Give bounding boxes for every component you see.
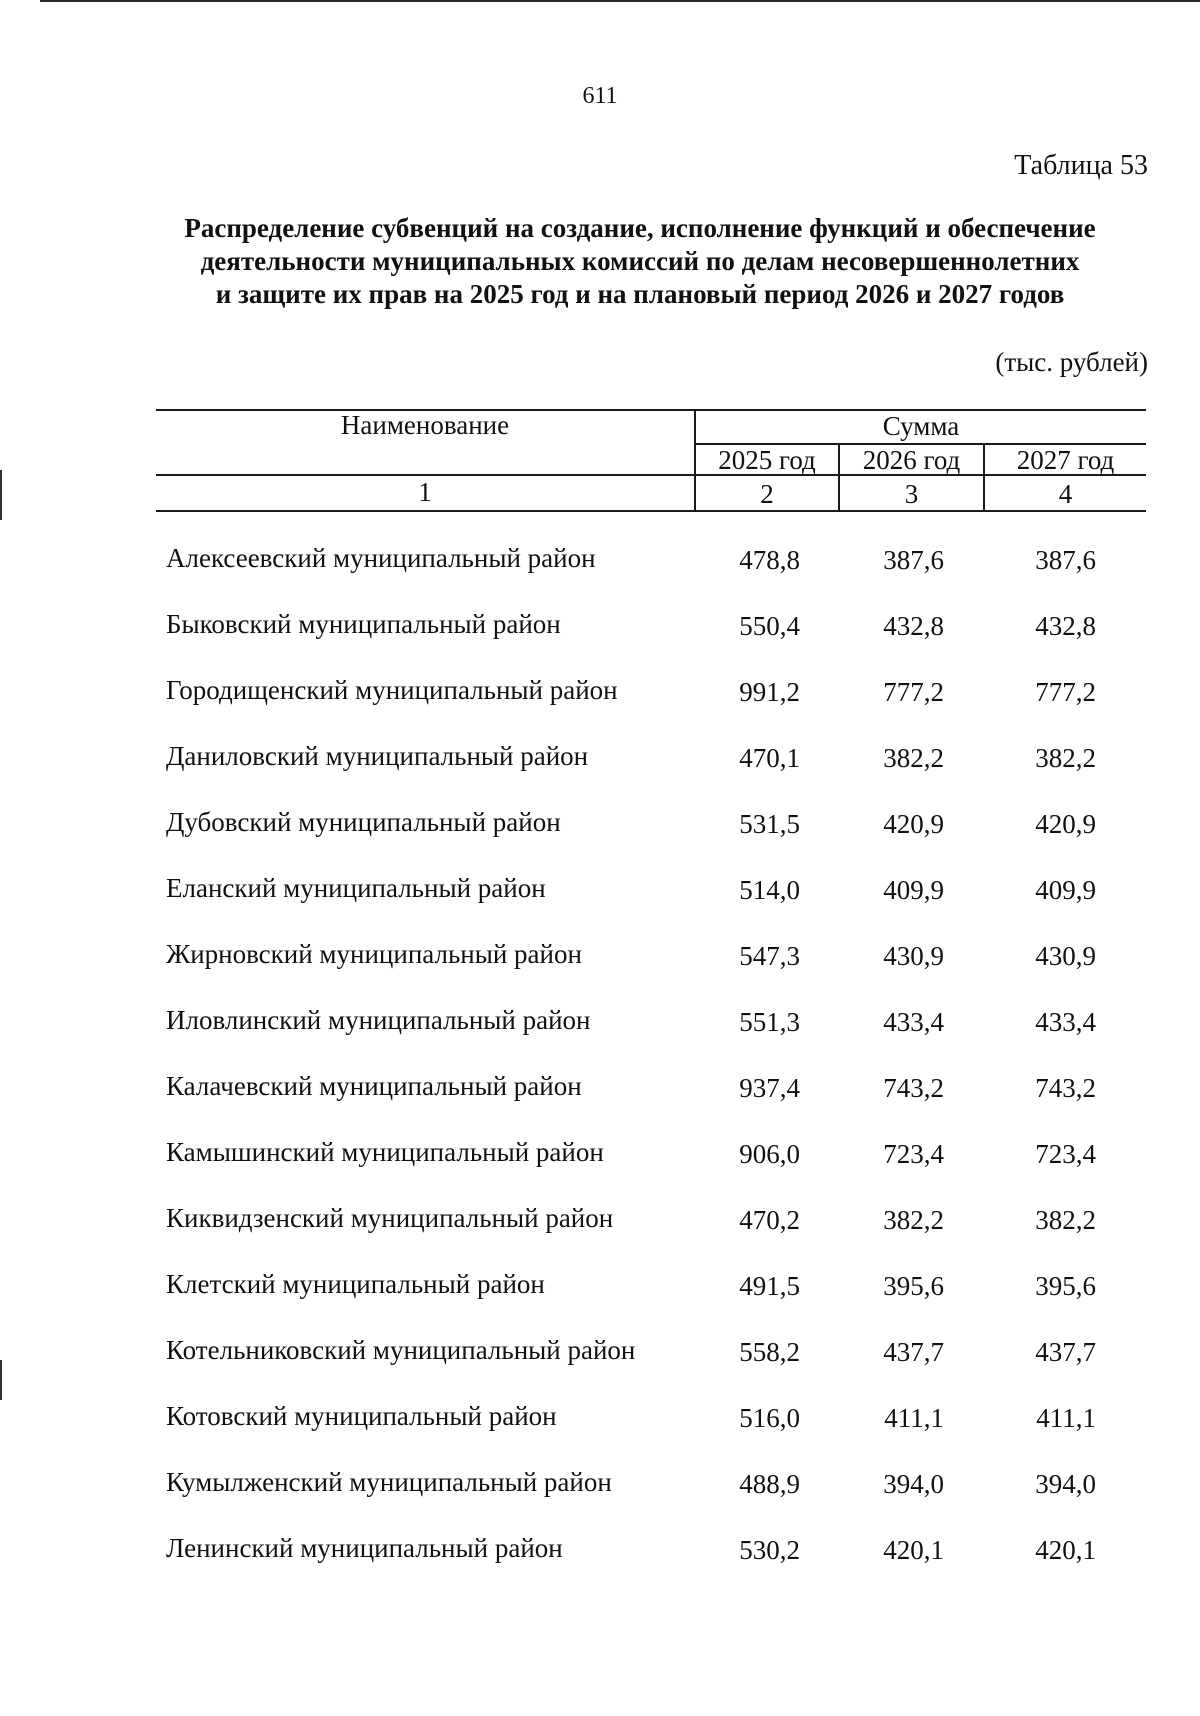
value-2026: 743,2 [883,1073,944,1103]
value-2027: 777,2 [1035,677,1096,707]
value-2025: 478,8 [739,545,800,575]
value-2025: 551,3 [739,1007,800,1037]
table-row [0,993,1200,1059]
value-2026: 430,9 [883,941,944,971]
value-2026: 437,7 [883,1337,944,1367]
value-2026: 394,0 [883,1469,944,1499]
column-number-1: 1 [418,477,432,507]
value-2025: 547,3 [739,941,800,971]
table-row [0,1059,1200,1125]
value-2027: 411,1 [1036,1403,1096,1433]
table-row [0,795,1200,861]
row-name: Камышинский муниципальный район [166,1137,604,1167]
scan-left-mark [0,470,2,520]
title-line-2: деятельности муниципальных комиссий по делам несовершеннолетних [200,246,1080,276]
value-2026: 411,1 [884,1403,944,1433]
value-2026: 420,9 [883,809,944,839]
value-2025: 531,5 [739,809,800,839]
value-2027: 432,8 [1035,611,1096,641]
value-2027: 382,2 [1035,1205,1096,1235]
row-name: Быковский муниципальный район [166,609,561,639]
header-bottom-rule [156,510,1146,512]
value-2027: 430,9 [1035,941,1096,971]
value-2026: 387,6 [883,545,944,575]
header-year-2025: 2025 год [718,445,816,475]
value-2026: 723,4 [883,1139,944,1169]
table-row [0,1323,1200,1389]
row-name: Котовский муниципальный район [166,1401,557,1431]
row-name: Алексеевский муниципальный район [166,543,596,573]
row-name: Клетский муниципальный район [166,1269,545,1299]
units-note: (тыс. рублей) [995,347,1148,377]
value-2025: 470,1 [739,743,800,773]
value-2026: 382,2 [883,743,944,773]
scan-top-border [40,0,1200,2]
row-name: Котельниковский муниципальный район [166,1335,636,1365]
table-body [0,531,1200,1587]
row-name: Дубовский муниципальный район [166,807,561,837]
page-number: 611 [582,83,618,109]
row-name: Иловлинский муниципальный район [166,1005,591,1035]
value-2025: 514,0 [739,875,800,905]
header-year-2027: 2027 год [1016,445,1115,475]
table-row [0,1389,1200,1455]
value-2025: 558,2 [739,1337,800,1367]
value-2027: 394,0 [1035,1469,1096,1499]
column-number-4: 4 [1058,479,1073,509]
table-label: Таблица 53 [1014,150,1148,181]
value-2027: 409,9 [1035,875,1096,905]
value-2025: 488,9 [739,1469,800,1499]
table-row [0,1257,1200,1323]
row-name: Калачевский муниципальный район [166,1071,582,1101]
row-name: Даниловский муниципальный район [166,741,589,771]
table-row [0,1191,1200,1257]
table-row [0,861,1200,927]
column-number-2: 2 [760,479,774,509]
value-2025: 550,4 [739,611,800,641]
header-sum: Сумма [882,411,960,441]
row-name: Еланский муниципальный район [166,873,546,903]
value-2026: 433,4 [883,1007,944,1037]
row-name: Городищенский муниципальный район [166,675,618,705]
header-name: Наименование [340,410,510,440]
value-2027: 437,7 [1035,1337,1096,1367]
title-line-1: Распределение субвенций на создание, исполнение функций и обеспечение [184,213,1096,243]
value-2027: 420,1 [1035,1535,1096,1565]
value-2027: 395,6 [1035,1271,1096,1301]
table-row [0,1125,1200,1191]
value-2026: 777,2 [883,677,944,707]
table-row [0,597,1200,663]
value-2025: 470,2 [739,1205,800,1235]
value-2027: 382,2 [1035,743,1096,773]
value-2027: 433,4 [1035,1007,1096,1037]
table-row [0,1455,1200,1521]
column-number-3: 3 [904,479,919,509]
value-2025: 991,2 [739,677,800,707]
row-name: Кумылженский муниципальный район [166,1467,612,1497]
row-name: Жирновский муниципальный район [166,939,582,969]
value-2026: 395,6 [883,1271,944,1301]
table-row [0,729,1200,795]
value-2027: 723,4 [1035,1139,1096,1169]
document-title [150,212,1130,311]
value-2027: 387,6 [1035,545,1096,575]
value-2027: 743,2 [1035,1073,1096,1103]
value-2025: 530,2 [739,1535,800,1565]
table-row [0,531,1200,597]
row-name: Киквидзенский муниципальный район [166,1203,614,1233]
value-2026: 382,2 [883,1205,944,1235]
value-2026: 432,8 [883,611,944,641]
value-2025: 937,4 [739,1073,800,1103]
table-row [0,1521,1200,1587]
value-2025: 906,0 [739,1139,800,1169]
value-2025: 516,0 [739,1403,800,1433]
value-2027: 420,9 [1035,809,1096,839]
header-year-2026: 2026 год [862,445,961,475]
row-name: Ленинский муниципальный район [166,1533,563,1563]
value-2026: 420,1 [883,1535,944,1565]
table-row [0,927,1200,993]
value-2026: 409,9 [883,875,944,905]
table-row [0,663,1200,729]
value-2025: 491,5 [739,1271,800,1301]
title-line-3: и защите их прав на 2025 год и на плановый период 2026 и 2027 годов [215,279,1065,309]
